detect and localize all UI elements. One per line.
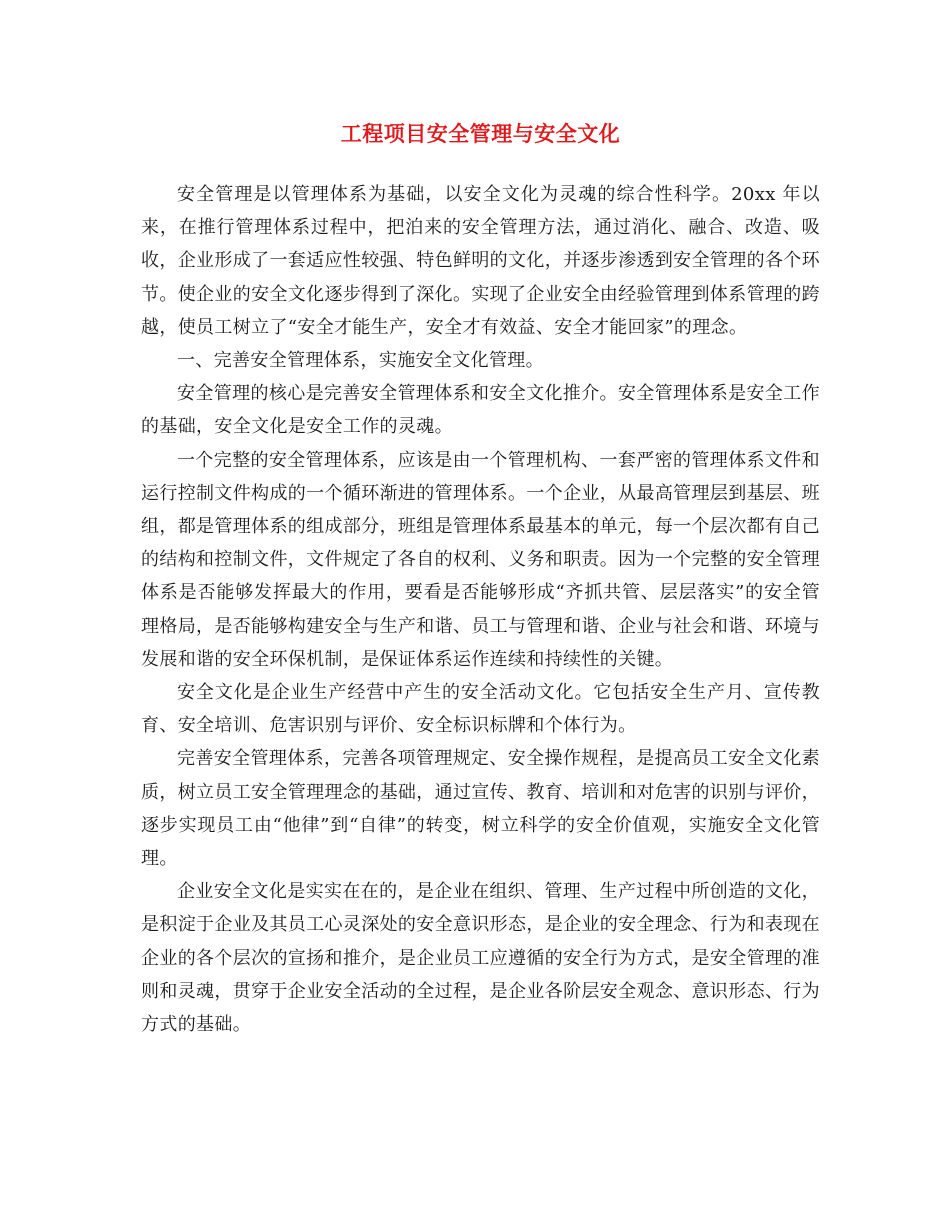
document-title: 工程项目安全管理与安全文化: [340, 122, 621, 146]
paragraph-system: 一个完整的安全管理体系，应该是由一个管理机构、一套严密的管理体系文件和运行控制文件构成的一个循环渐进的管理体系。一个企业，从最高管理层到基层、班组，都是管理体系的组成部分，班组是管理体系最基本的单元，每一个层次都有自己的结构和控制文件，文件规定了各自的权利、义务和职责。因为一个完整的安全管理体系是否能够发挥最大的作用，要看是否能够形成“齐抓共管、层层落实”的安全管理格局，是否能够构建安全与生产和谐、员工与管理和谐、企业与社会和谐、环境与发展和谐的安全环保机制，是保证体系运作连续和持续性的关键。: [141, 449, 820, 670]
paragraph-enterprise-culture: 企业安全文化是实实在在的，是企业在组织、管理、生产过程中所创造的文化，是积淀于企业及其员工心灵深处的安全意识形态，是企业的安全理念、行为和表现在企业的各个层次的宣扬和推介，是企业员工应遵循的安全行为方式，是安全管理的准则和灵魂，贯穿于企业安全活动的全过程，是企业各阶层安全观念、意识形态、行为方式的基础。: [141, 881, 820, 1036]
paragraph-culture-definition: 安全文化是企业生产经营中产生的安全活动文化。它包括安全生产月、宣传教育、安全培训、危害识别与评价、安全标识标牌和个体行为。: [141, 682, 820, 737]
paragraph-improve-system: 完善安全管理体系，完善各项管理规定、安全操作规程，是提高员工安全文化素质，树立员工安全管理理念的基础，通过宣传、教育、培训和对危害的识别与评价，逐步实现员工由“他律”到“自律”的转变，树立科学的安全价值观，实施安全文化管理。: [141, 748, 820, 870]
paragraph-intro: 安全管理是以管理体系为基础，以安全文化为灵魂的综合性科学。20xx 年以来，在推行管理体系过程中，把泊来的安全管理方法，通过消化、融合、改造、吸收，企业形成了一套适应性较强、特色鲜明的文化，并逐步渗透到安全管理的各个环节。使企业的安全文化逐步得到了深化。实现了企业安全由经验管理到体系管理的跨越，使员工树立了“安全才能生产，安全才有效益、安全才能回家”的理念。: [141, 184, 820, 338]
paragraph-core: 安全管理的核心是完善安全管理体系和安全文化推介。安全管理体系是安全工作的基础，安全文化是安全工作的灵魂。: [141, 383, 820, 438]
section-heading-1: 一、完善安全管理体系，实施安全文化管理。: [177, 350, 544, 372]
